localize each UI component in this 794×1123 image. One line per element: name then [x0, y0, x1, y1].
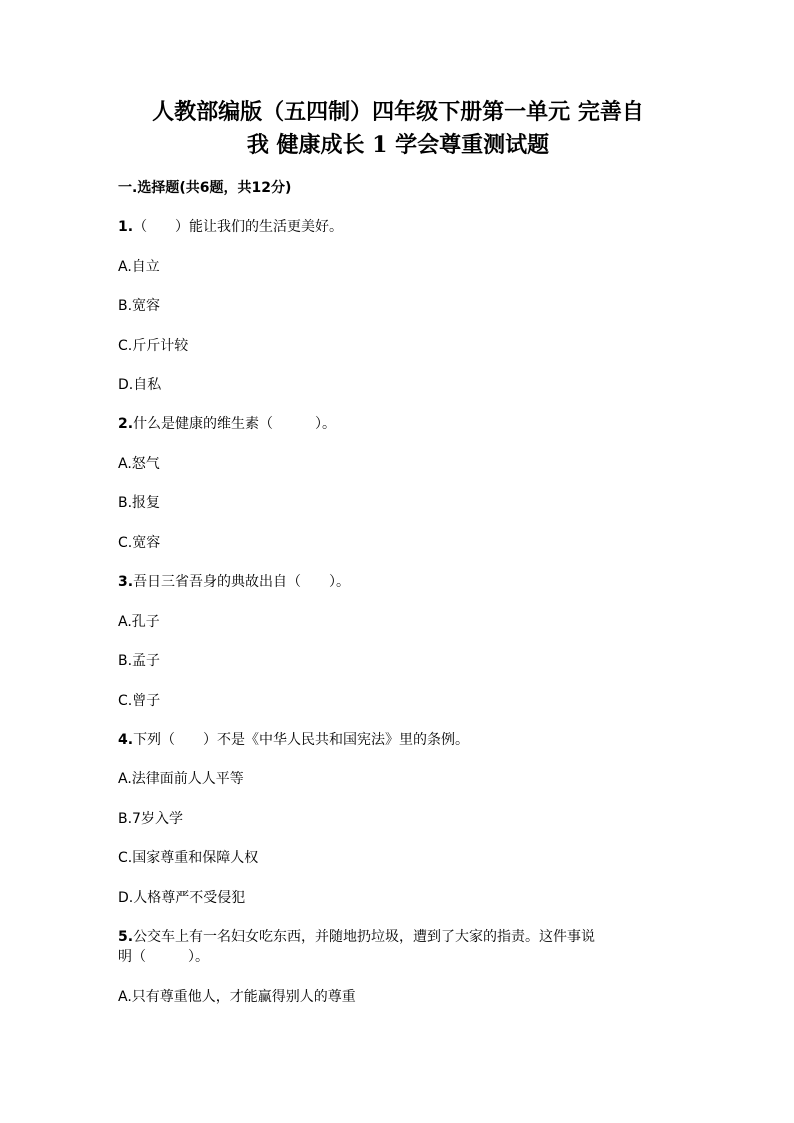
option-2a: A.怒气 [118, 456, 160, 472]
option-5a: A.只有尊重他人，才能赢得别人的尊重 [118, 989, 356, 1005]
question-number: 1. [118, 219, 134, 235]
option-4d: D.人格尊严不受侵犯 [118, 890, 246, 906]
question-3 [118, 572, 350, 592]
option-3c: C.曾子 [118, 693, 161, 709]
option-1a: A.自立 [118, 259, 160, 275]
question-1 [118, 217, 343, 237]
question-number: 2. [118, 416, 134, 432]
question-stem: 公交车上有一名妇女吃东西，并随地扔垃圾，遭到了大家的指责。这件事说 [133, 929, 596, 945]
question-stem: 吾日三省吾身的典故出自（ ）。 [133, 574, 351, 590]
question-2 [118, 414, 336, 434]
option-3a: A.孔子 [118, 614, 160, 630]
option-2c: C.宽容 [118, 535, 161, 551]
option-4b: B.7岁入学 [118, 811, 183, 827]
section-heading: 一.选择题(共6题，共12分) [118, 180, 292, 196]
question-4 [118, 730, 469, 750]
option-1b: B.宽容 [118, 298, 161, 314]
question-5-continued: 明（ ）。 [118, 949, 209, 965]
option-1c: C.斤斤计较 [118, 338, 189, 354]
option-4c: C.国家尊重和保障人权 [118, 850, 259, 866]
question-stem: （ ）能让我们的生活更美好。 [133, 219, 344, 235]
option-1d: D.自私 [118, 377, 162, 393]
question-stem: 下列（ ）不是《中华人民共和国宪法》里的条例。 [133, 732, 470, 748]
question-number: 5. [118, 929, 134, 945]
question-number: 3. [118, 574, 134, 590]
option-4a: A.法律面前人人平等 [118, 771, 244, 787]
document-title-line-2: 我 健康成长 1 学会尊重测试题 [246, 132, 550, 158]
option-2b: B.报复 [118, 495, 161, 511]
option-3b: B.孟子 [118, 653, 161, 669]
question-stem: 什么是健康的维生素（ ）。 [133, 416, 337, 432]
document-title-line-1: 人教部编版（五四制）四年级下册第一单元 完善自 [152, 99, 644, 125]
question-number: 4. [118, 732, 134, 748]
question-5 [118, 927, 595, 947]
